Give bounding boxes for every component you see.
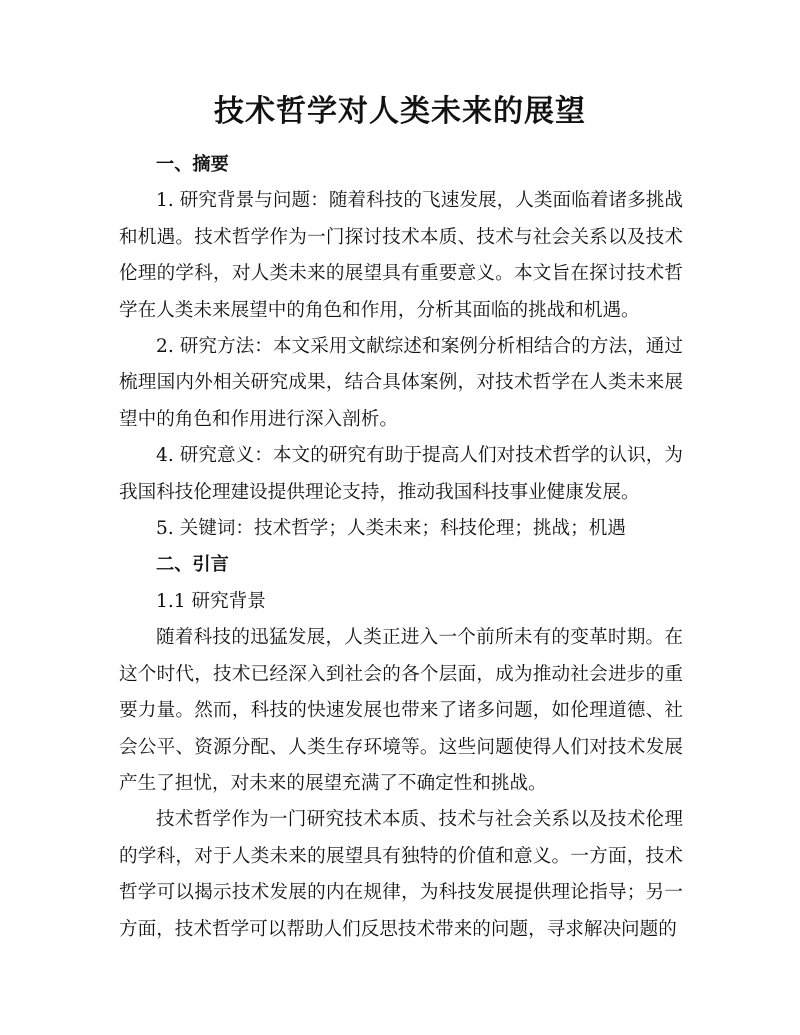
document-title: 技术哲学对人类未来的展望 — [214, 94, 586, 129]
section-heading-introduction: 二、引言 — [156, 554, 229, 576]
abstract-paragraph-method: 2. 研究方法：本文采用文献综述和案例分析相结合的方法，通过梳理国内外相关研究成果，结合具体案例，对技术哲学在人类未来展望中的角色和作用进行深入剖析。 — [119, 336, 683, 430]
introduction-paragraph-1: 随着科技的迅猛发展，人类正进入一个前所未有的变革时期。在这个时代，技术已经深入到社会的各个层面，成为推动社会进步的重要力量。然而，科技的快速发展也带来了诸多问题，如伦理道德、社会公平、资源分配、人类生存环境等。这些问题使得人们对技术发展产生了担忧，对未来的展望充满了不确定性和挑战。 — [119, 627, 683, 794]
document-body — [119, 147, 683, 948]
introduction-paragraph-2: 技术哲学作为一门研究技术本质、技术与社会关系以及技术伦理的学科，对于人类未来的展望具有独特的价值和意义。一方面，技术哲学可以揭示技术发展的内在规律，为科技发展提供理论指导；另一方面，技术哲学可以帮助人们反思技术带来的问题，寻求解决问题的 — [119, 809, 683, 940]
section-heading-abstract: 一、摘要 — [156, 154, 229, 175]
abstract-paragraph-keywords: 5. 关键词：技术哲学；人类未来；科技伦理；挑战；机遇 — [156, 518, 626, 540]
abstract-paragraph-significance: 4. 研究意义：本文的研究有助于提高人们对技术哲学的认识，为我国科技伦理建设提供理论支持，推动我国科技事业健康发展。 — [119, 445, 683, 503]
abstract-paragraph-background: 1. 研究背景与问题：随着科技的飞速发展，人类面临着诸多挑战和机遇。技术哲学作为一门探讨技术本质、技术与社会关系以及技术伦理的学科，对人类未来的展望具有重要意义。本文旨在探讨技术哲学在人类未来展望中的角色和作用，分析其面临的挑战和机遇。 — [119, 190, 683, 321]
subsection-heading-background: 1.1 研究背景 — [156, 590, 266, 612]
